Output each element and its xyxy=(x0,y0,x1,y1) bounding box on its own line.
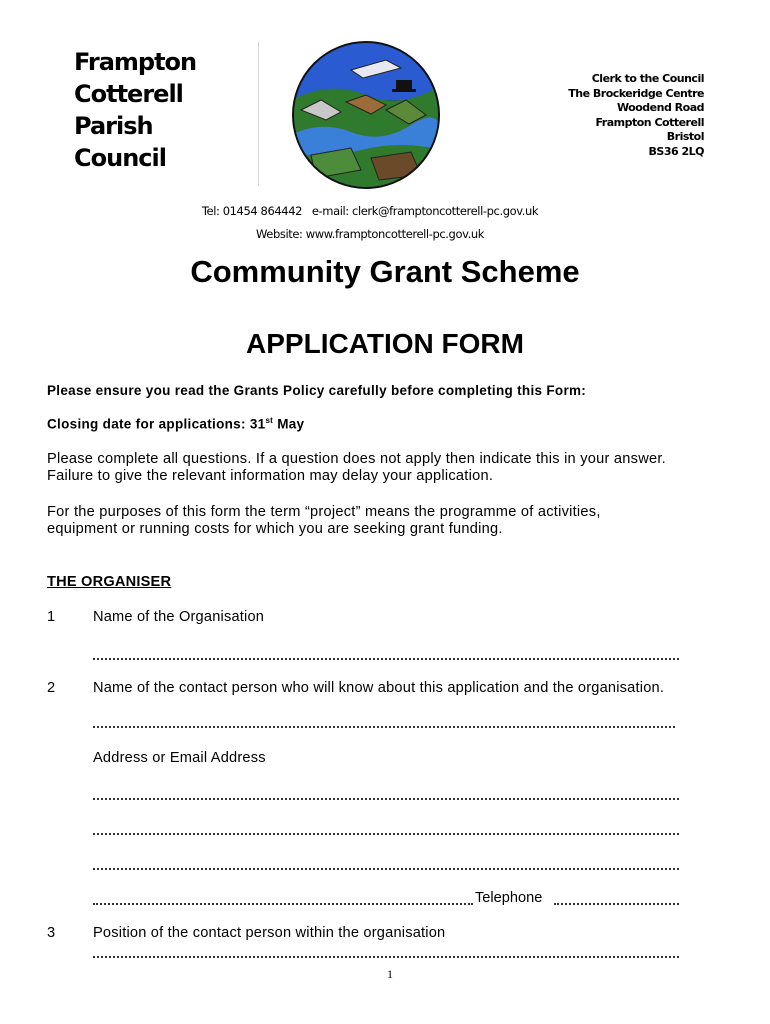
position-field[interactable] xyxy=(93,950,679,958)
closing-date-prefix: Closing date for applications: 31 xyxy=(47,416,266,432)
council-name xyxy=(74,46,254,174)
paragraph-line: equipment or running costs for which you are seeking grant funding. xyxy=(47,521,503,537)
page-title: Community Grant Scheme xyxy=(190,254,580,289)
address-line: The Brockeridge Centre xyxy=(568,86,704,100)
contact-person-field[interactable] xyxy=(93,720,675,728)
page-number: 1 xyxy=(387,967,393,981)
council-crest-icon xyxy=(291,40,441,190)
question-number: 1 xyxy=(47,609,56,625)
address-field-line-1[interactable] xyxy=(93,792,679,800)
question-number: 3 xyxy=(47,925,56,941)
question-text: Name of the contact person who will know about this application and the organisation. xyxy=(93,680,665,696)
paragraph-line: Failure to give the relevant information may delay your application. xyxy=(47,468,494,484)
question-text: Position of the contact person within the organisation xyxy=(93,925,446,941)
address-field-line-4[interactable] xyxy=(93,897,473,905)
council-name-line: Council xyxy=(74,144,166,172)
telephone-field[interactable] xyxy=(554,897,679,905)
contact-line xyxy=(0,204,740,218)
council-name-line: Frampton xyxy=(74,48,197,76)
address-line: Bristol xyxy=(666,130,704,144)
header-divider xyxy=(258,42,259,186)
email-link[interactable]: e-mail: clerk@framptoncotterell-pc.gov.uk xyxy=(311,204,539,218)
closing-date-sup: st xyxy=(265,416,274,425)
organisation-name-field[interactable] xyxy=(93,652,679,660)
paragraph-line: For the purposes of this form the term “project” means the programme of activities, xyxy=(47,504,601,520)
address-line: Frampton Cotterell xyxy=(595,115,704,129)
website-link[interactable]: Website: www.framptoncotterell-pc.gov.uk xyxy=(255,227,485,241)
instructions-paragraph xyxy=(47,451,747,485)
definition-paragraph xyxy=(47,504,747,538)
section-heading: THE ORGANISER xyxy=(47,574,172,590)
question-text: Name of the Organisation xyxy=(93,609,265,625)
address-field-line-3[interactable] xyxy=(93,862,679,870)
council-name-line: Parish xyxy=(74,112,153,140)
closing-date-suffix: May xyxy=(273,416,305,432)
question-number: 2 xyxy=(47,680,56,696)
closing-date xyxy=(47,416,304,432)
council-name-line: Cotterell xyxy=(74,80,183,108)
form-subtitle: APPLICATION FORM xyxy=(246,328,524,359)
policy-notice: Please ensure you read the Grants Policy carefully before completing this Form: xyxy=(47,383,587,398)
address-field-line-2[interactable] xyxy=(93,827,679,835)
address-line: BS36 2LQ xyxy=(648,144,704,158)
telephone-label: Telephone xyxy=(475,890,543,906)
address-line: Woodend Road xyxy=(616,101,704,115)
telephone-text: Tel: 01454 864442 xyxy=(201,204,303,218)
paragraph-line: Please complete all questions. If a question does not apply then indicate this in your answer. xyxy=(47,451,666,467)
address-line: Clerk to the Council xyxy=(591,72,704,85)
question-text: Address or Email Address xyxy=(93,750,266,766)
website-line xyxy=(0,227,740,241)
council-address xyxy=(568,72,704,160)
